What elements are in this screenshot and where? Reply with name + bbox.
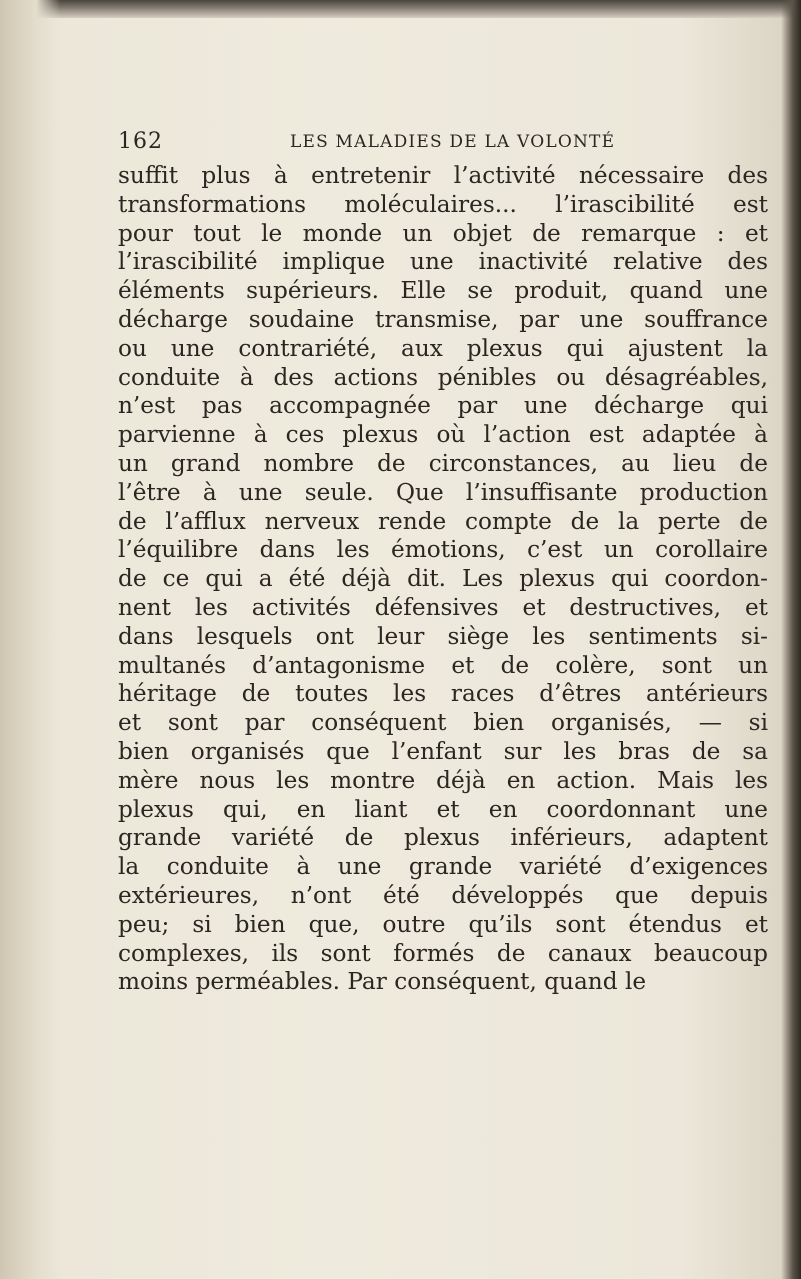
- text-line: mère nous les montre déjà en action. Mais les: [118, 766, 768, 794]
- text-line: l’irascibilité implique une inactivité relative des: [118, 248, 768, 276]
- running-title: LES MALADIES DE LA VOLONTÉ: [290, 132, 616, 152]
- text-line: suffit plus à entretenir l’activité nécessaire des: [118, 162, 768, 189]
- text-line: ou une contrariété, aux plexus qui ajustent la: [118, 334, 768, 362]
- text-line: un grand nombre de circonstances, au lieu de: [118, 449, 768, 477]
- page-number: 162: [118, 129, 163, 154]
- text-line: complexes, ils sont formés de canaux beaucoup: [118, 939, 768, 967]
- text-line: conduite à des actions pénibles ou désagréables,: [118, 363, 768, 391]
- text-line: décharge soudaine transmise, par une souffrance: [118, 305, 768, 333]
- text-line: n’est pas accompagnée par une décharge qui: [118, 392, 768, 420]
- text-line: et sont par conséquent bien organisés, — si: [118, 709, 768, 737]
- text-line: multanés d’antagonisme et de colère, sont un: [118, 651, 768, 679]
- body-text: [118, 162, 768, 997]
- text-line: transformations moléculaires... l’irascibilité est: [118, 190, 768, 218]
- text-line: la conduite à une grande variété d’exigences: [118, 853, 768, 881]
- text-line: grande variété de plexus inférieurs, adaptent: [118, 824, 768, 852]
- text-line: de ce qui a été déjà dit. Les plexus qui coordon-: [118, 565, 768, 593]
- text-line: extérieures, n’ont été développés que depuis: [118, 881, 768, 909]
- text-line: l’être à une seule. Que l’insuffisante production: [118, 478, 768, 506]
- text-line: peu; si bien que, outre qu’ils sont étendus et: [118, 910, 768, 938]
- page-left-edge: [0, 0, 60, 1279]
- text-line: pour tout le monde un objet de remarque : et: [118, 219, 768, 247]
- text-line: éléments supérieurs. Elle se produit, quand une: [118, 277, 768, 305]
- text-line: bien organisés que l’enfant sur les bras de sa: [118, 737, 768, 765]
- page-top-edge-shadow: [0, 0, 801, 18]
- text-line: de l’afflux nerveux rende compte de la perte de: [118, 507, 768, 535]
- text-line: moins perméables. Par conséquent, quand le: [118, 968, 647, 996]
- text-line: plexus qui, en liant et en coordonnant une: [118, 795, 768, 823]
- text-line: parvienne à ces plexus où l’action est adaptée à: [118, 421, 768, 449]
- text-line: dans lesquels ont leur siège les sentiments si-: [118, 622, 768, 650]
- text-line: l’équilibre dans les émotions, c’est un corollaire: [118, 536, 768, 564]
- text-line: nent les activités défensives et destructives, et: [118, 593, 768, 621]
- running-header: [118, 129, 768, 159]
- page-right-edge-shadow: [781, 0, 801, 1279]
- text-line: héritage de toutes les races d’êtres antérieurs: [118, 680, 768, 708]
